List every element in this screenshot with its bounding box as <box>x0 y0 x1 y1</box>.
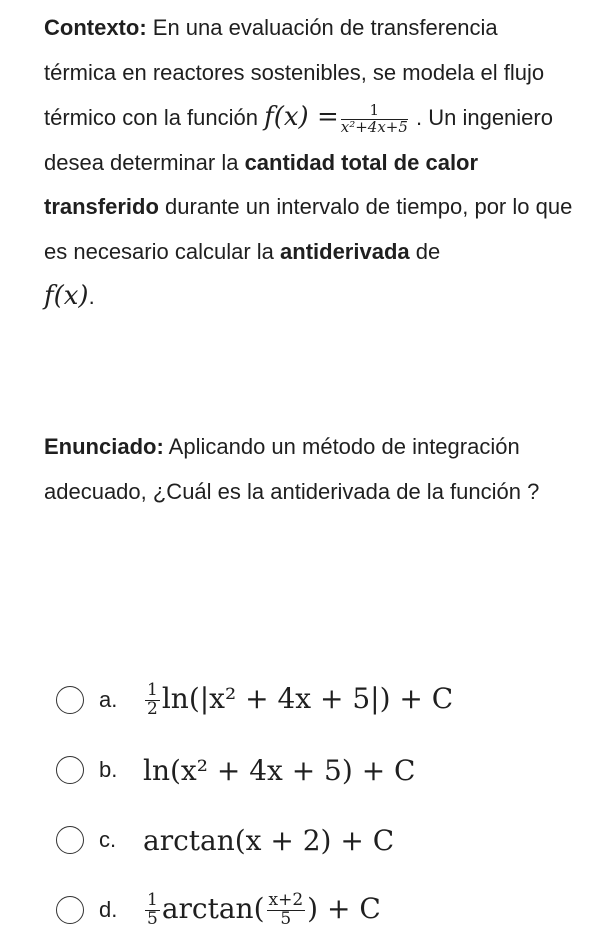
option-letter: a. <box>99 687 118 712</box>
option-letter: c. <box>99 827 117 852</box>
option-letter: d. <box>99 897 118 922</box>
function-reference: f(x) <box>44 281 89 311</box>
context-bold-1: cantidad total de calor transferido <box>44 149 479 219</box>
statement-label: Enunciado: <box>44 434 164 459</box>
radio-button-a[interactable] <box>56 686 84 714</box>
coefficient-fraction: $\frac{1}{2}$ <box>147 679 158 719</box>
option-letter: b. <box>99 757 118 782</box>
option-expression: arctan(x + 2) + C <box>143 823 395 857</box>
context-text-1: En una evaluación de transferencia térmica en reactores sostenibles, se modela el flujo térmico con la función <box>44 15 545 130</box>
context-paragraph <box>44 6 574 320</box>
function-expression: f(x) = <box>264 102 339 132</box>
option-b[interactable] <box>56 735 576 805</box>
context-text-5: . <box>88 284 95 309</box>
context-bold-2: antiderivada <box>280 238 410 264</box>
option-expression: $\frac{1}{2}$ ln(|x² + 4x + 5|) + C <box>147 679 454 719</box>
coefficient-fraction: $\frac{1}{5}$ <box>147 889 158 929</box>
statement-paragraph <box>44 425 574 514</box>
option-c[interactable] <box>56 805 576 875</box>
option-a[interactable] <box>56 665 576 735</box>
radio-button-c[interactable] <box>56 826 84 854</box>
context-text-4: de <box>409 238 441 264</box>
context-label: Contexto: <box>44 15 147 40</box>
answer-options <box>56 665 576 945</box>
function-fraction: $\frac{1}{\text{x²+4x+5}}$ <box>340 100 408 136</box>
radio-button-d[interactable] <box>56 896 84 924</box>
context-text-3: durante un intervalo de tiempo, por lo que es necesario calcular la <box>44 194 573 264</box>
statement-text: Aplicando un método de integración adecuado, ¿Cuál es la antiderivada de la función ? <box>44 434 540 504</box>
context-text-2: . Un ingeniero desea determinar la <box>44 105 553 175</box>
radio-button-b[interactable] <box>56 756 84 784</box>
option-d[interactable] <box>56 875 576 945</box>
option-expression: $\frac{1}{5}$ arctan( $\frac{x+2}{5}$ ) + C <box>147 889 381 929</box>
argument-fraction: $\frac{x+2}{5}$ <box>268 889 304 929</box>
option-expression: ln(x² + 4x + 5) + C <box>143 753 416 787</box>
